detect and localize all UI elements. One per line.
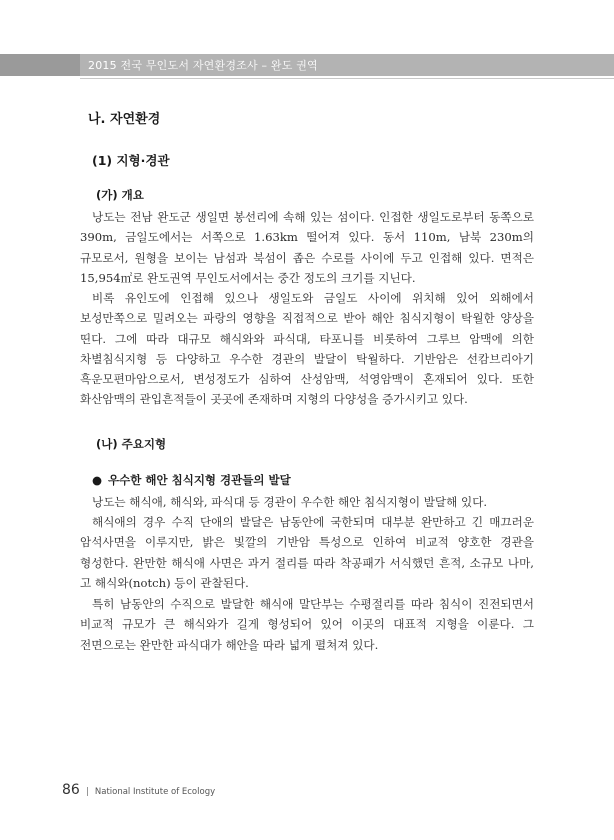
landforms-paragraph-1: 낭도는 해식애, 해식와, 파식대 등 경관이 우수한 해안 침식지형이 발달해 있다. <box>92 495 488 509</box>
section-title: 나. 자연환경 <box>88 112 161 127</box>
footer-separator: | <box>85 787 89 797</box>
page-number: 86 <box>62 782 80 798</box>
running-title: 2015 전국 무인도서 자연환경조사 – 완도 권역 <box>88 59 318 72</box>
subsection-title: (1) 지형·경관 <box>92 153 170 168</box>
overview-paragraph-1: 낭도는 전남 완도군 생일면 봉선리에 속해 있는 섬이다. 인접한 생일도로부터 동쪽으로 390m, 금일도에서는 서쪽으로 1.63km 떨어져 있다. 동서 110m, 남북 230m의 규모로서, 원형을 보이는 남섬과 북섬이 좁은 수로를 사이에 두고 인접해 있다. 면적은 15,954㎡로 완도권역 무인도서에서는 중간 정도의 크기를 지닌다. <box>80 210 534 285</box>
landforms-paragraph-2: 해식애의 경우 수직 단애의 발달은 남동안에 국한되며 대부분 완만하고 긴 매끄러운 암석사면을 이루지만, 밝은 빛깔의 기반암 특성으로 인하여 비교적 양호한 경관을 형성한다. 완만한 해식애 사면은 과거 절리를 따라 착공패가 서식했던 흔적, 소규모 나마, 고 해식와(notch) 등이 관찰된다. <box>80 515 534 590</box>
institution-name: National Institute of Ecology <box>94 787 216 797</box>
overview-paragraph-2: 비록 유인도에 인접해 있으나 생일도와 금일도 사이에 위치해 있어 외해에서 보성만쪽으로 밀려오는 파랑의 영향을 직접적으로 받아 해안 침식지형이 탁월한 양상을 띤다. 그에 따라 대규모 해식와와 파식대, 타포니를 비롯하여 그루브 암맥에 의한 차별침식지형 등 다양하고 우수한 경관의 발달이 탁월하다. 기반암은 선캄브리아기 흑운모편마암으로서, 변성정도가 심하여 산성암맥, 석영암맥이 혼재되어 있다. 또한 화산암맥의 관입흔적들이 곳곳에 존재하며 지형의 다양성을 증가시키고 있다. <box>80 291 535 407</box>
landforms-title: (나) 주요지형 <box>96 437 167 451</box>
bullet-heading-text: 우수한 해안 침식지형 경관들의 발달 <box>108 473 291 487</box>
page-footer <box>62 779 215 798</box>
bullet-dot-icon: ● <box>92 473 103 487</box>
header-rule <box>80 78 614 79</box>
overview-title: (가) 개요 <box>96 188 144 202</box>
landforms-paragraph-3: 특히 남동안의 수직으로 발달한 해식애 말단부는 수평절리를 따라 침식이 진전되면서 비교적 규모가 큰 해식와가 길게 형성되어 있어 이곳의 대표적 지형을 이룬다. 그 전면으로는 완만한 파식대가 해안을 따라 넓게 펼쳐져 있다. <box>80 597 534 652</box>
bullet-heading <box>92 472 291 488</box>
